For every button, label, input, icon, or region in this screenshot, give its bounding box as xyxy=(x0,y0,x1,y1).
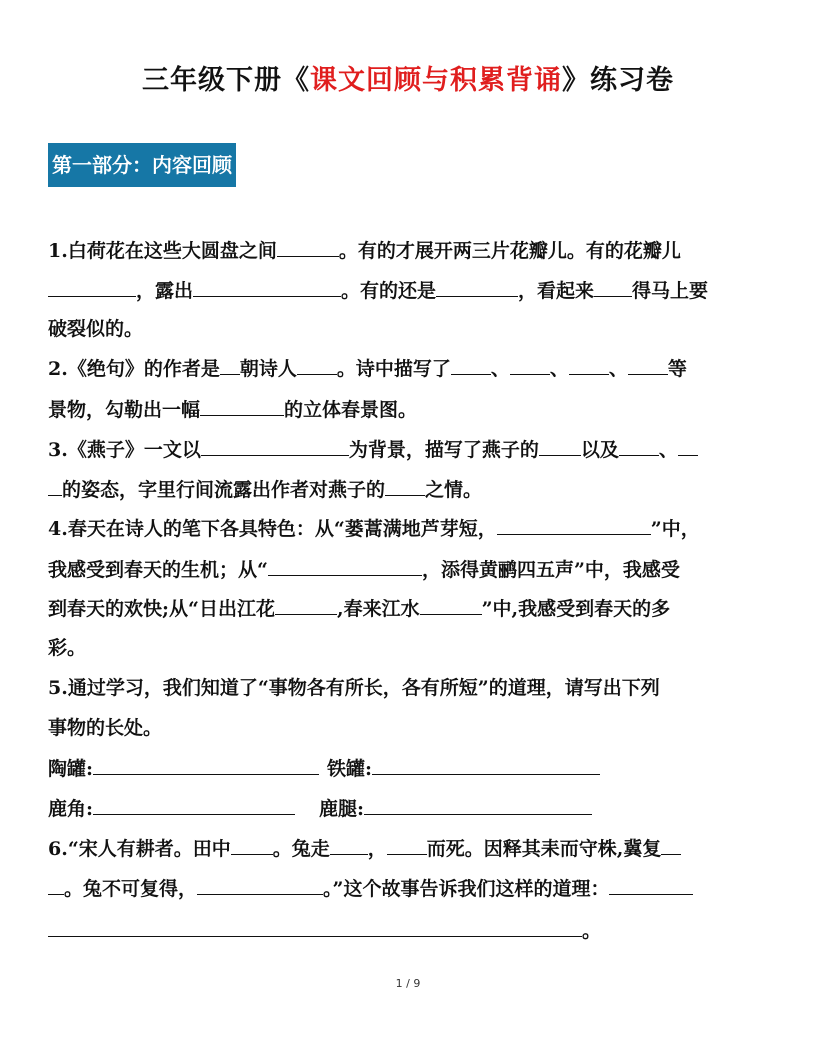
q1-blank-5[interactable] xyxy=(594,276,632,297)
q1-text-a: 1.白荷花在这些大圆盘之间 xyxy=(48,240,277,262)
q4-text-g: ”中,我感受到春天的多 xyxy=(481,598,671,620)
q3-blank-4b[interactable] xyxy=(48,475,62,496)
q3-text-c: 以及 xyxy=(580,439,619,461)
q1-text-g: 破裂似的。 xyxy=(48,318,144,340)
q2-blank-1[interactable] xyxy=(220,354,240,375)
q4-text-d: ，添得黄鹂四五声”中，我感受 xyxy=(421,559,680,581)
q4-blank-1[interactable] xyxy=(497,514,651,535)
q3-blank-4a[interactable] xyxy=(678,435,698,456)
q3-text-d: 的姿态，字里行间流露出作者对燕子的 xyxy=(62,479,386,501)
q2-blank-2[interactable] xyxy=(297,354,337,375)
title-highlight: 课文回顾与积累背诵 xyxy=(310,65,562,96)
q4-text-b: ”中， xyxy=(650,518,700,540)
q4-line-1 xyxy=(48,514,700,543)
q3-text-e: 之情。 xyxy=(425,479,483,501)
q6-text-a: 6.“宋人有耕者。田中 xyxy=(48,838,231,860)
q2-line-2 xyxy=(48,395,417,424)
q1-line-3 xyxy=(48,315,143,343)
q6-text-f: 。”这个故事告诉我们这样的道理： xyxy=(323,878,610,900)
q2-blank-6[interactable] xyxy=(628,354,668,375)
q5-line-4 xyxy=(48,794,592,823)
q2-sep-1: 、 xyxy=(490,358,510,380)
q5-blank-lutui[interactable] xyxy=(364,794,592,815)
q2-blank-4[interactable] xyxy=(510,354,550,375)
q3-blank-2[interactable] xyxy=(539,435,581,456)
q4-text-c: 我感受到春天的生机；从“ xyxy=(48,559,268,581)
worksheet-title xyxy=(0,58,816,97)
q3-sep-1: 、 xyxy=(658,439,678,461)
q6-blank-6b[interactable] xyxy=(48,916,582,937)
q6-blank-2[interactable] xyxy=(330,834,368,855)
q3-line-1 xyxy=(48,435,698,464)
q6-text-c: ， xyxy=(367,838,387,860)
q2-line-1 xyxy=(48,354,687,383)
q5-text-a: 5.通过学习，我们知道了“事物各有所长，各有所短”的道理，请写出下列 xyxy=(48,677,660,699)
q6-text-d: 而死。因释其耒而守株,冀复 xyxy=(426,838,662,860)
q1-text-f: 得马上要 xyxy=(632,280,709,302)
q6-blank-6a[interactable] xyxy=(609,874,693,895)
q5-label-tieguan: 铁罐: xyxy=(327,758,373,780)
q1-text-c: ，露出 xyxy=(136,280,194,302)
q6-blank-1[interactable] xyxy=(231,834,273,855)
q5-label-taoguan: 陶罐: xyxy=(48,758,94,780)
q3-blank-5[interactable] xyxy=(385,475,425,496)
q4-text-e: 到春天的欢快;从“日出江花 xyxy=(48,598,275,620)
q6-blank-4b[interactable] xyxy=(48,874,64,895)
q5-line-3 xyxy=(48,754,600,783)
q6-blank-5[interactable] xyxy=(197,874,323,895)
q6-text-g: 。 xyxy=(582,920,602,942)
section-label: 第一部分：内容回顾 xyxy=(48,143,236,187)
q4-text-a: 4.春天在诗人的笔下各具特色：从“蒌蒿满地芦芽短， xyxy=(48,518,497,540)
q2-text-a: 2.《绝句》的作者是 xyxy=(48,358,220,380)
q5-blank-tieguan[interactable] xyxy=(372,754,600,775)
q4-text-h: 彩。 xyxy=(48,637,87,659)
q2-blank-7[interactable] xyxy=(200,395,284,416)
q6-line-2 xyxy=(48,874,693,903)
q2-text-b: 朝诗人 xyxy=(239,358,297,380)
q5-line-2 xyxy=(48,714,162,742)
q6-line-1 xyxy=(48,834,681,863)
page-number: 1 / 9 xyxy=(395,977,421,990)
q2-sep-2: 、 xyxy=(549,358,569,380)
q2-blank-5[interactable] xyxy=(569,354,609,375)
q3-blank-1[interactable] xyxy=(201,435,349,456)
q3-blank-3[interactable] xyxy=(619,435,659,456)
q6-text-e: 。兔不可复得， xyxy=(64,878,198,900)
q4-line-3 xyxy=(48,594,670,623)
q6-blank-4a[interactable] xyxy=(661,834,681,855)
q3-text-a: 3.《燕子》一文以 xyxy=(48,439,201,461)
q2-sep-3: 、 xyxy=(608,358,628,380)
q1-text-d: 。有的还是 xyxy=(341,280,437,302)
q4-line-2 xyxy=(48,555,680,584)
q1-text-b: 。有的才展开两三片花瓣儿。有的花瓣儿 xyxy=(338,240,681,262)
q1-line-1 xyxy=(48,236,681,265)
q5-line-1 xyxy=(48,674,660,702)
q6-blank-3[interactable] xyxy=(387,834,427,855)
q4-blank-4[interactable] xyxy=(420,594,482,615)
q5-blank-lujiao[interactable] xyxy=(93,794,295,815)
q3-line-2 xyxy=(48,475,482,504)
q6-line-3 xyxy=(48,916,601,945)
q1-blank-4[interactable] xyxy=(436,276,518,297)
q2-text-e: 景物，勾勒出一幅 xyxy=(48,399,201,421)
q4-blank-3[interactable] xyxy=(275,594,337,615)
title-prefix: 三年级下册《 xyxy=(142,65,310,96)
q4-line-4 xyxy=(48,634,86,662)
q5-text-b: 事物的长处。 xyxy=(48,717,163,739)
q1-line-2 xyxy=(48,276,708,305)
title-suffix: 》练习卷 xyxy=(562,65,674,96)
q2-text-f: 的立体春景图。 xyxy=(284,399,418,421)
q4-blank-2[interactable] xyxy=(268,555,422,576)
q5-label-lutui: 鹿腿: xyxy=(319,798,365,820)
q6-text-b: 。兔走 xyxy=(272,838,330,860)
q5-blank-taoguan[interactable] xyxy=(93,754,319,775)
q1-blank-2[interactable] xyxy=(48,276,136,297)
q5-label-lujiao: 鹿角: xyxy=(48,798,94,820)
q1-text-e: ，看起来 xyxy=(518,280,595,302)
q2-text-d: 等 xyxy=(667,358,687,380)
q3-text-b: 为背景，描写了燕子的 xyxy=(348,439,539,461)
q4-text-f: ,春来江水 xyxy=(336,598,420,620)
q1-blank-3[interactable] xyxy=(193,276,341,297)
q2-blank-3[interactable] xyxy=(451,354,491,375)
q1-blank-1[interactable] xyxy=(277,236,339,257)
q2-text-c: 。诗中描写了 xyxy=(336,358,451,380)
